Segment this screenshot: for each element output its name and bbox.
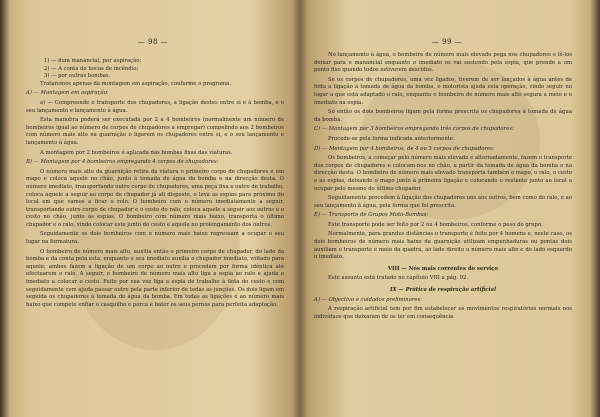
subheading: C) — Montagem por 3 bombeiros empregando três corpos de chupadores: <box>314 126 514 133</box>
paragraph: Procede-se pela forma indicada anteriormente. <box>328 135 455 142</box>
paragraph: Seguidamente procedem à ligação dos chupadores uns aos outros, bem como do ralo, e ao seu lançamento à água, pela forma que foi prescrita. <box>314 195 572 209</box>
paragraph: Só então os dois bombeiros ligam pela forma prescrita os chupadores à tomada de água da bomba. <box>314 109 572 123</box>
paragraph: Os bombeiros, a começar pelo número mais elevado e alternadamente, fazem o transporte dos corpos de chupadores e colocam-nos no chão, a partir da tomada de água da bomba e na direcção desta. O bombeiro de número mais elevado transporta também o mapo, o ralo, o cesto e as espias, deixando o mapo junto à primeira ligação e colocando o restante junto ao local a ocupar pelo mesmo do último chupador. <box>314 155 572 192</box>
subheading: B) — Montagem por 4 bombeiros empregando 4 corpos de chupadores: <box>26 159 219 166</box>
subheading: E) — Transporte de Grupos Moto-Bombas: <box>314 212 429 219</box>
right-page-text <box>314 52 572 323</box>
page-number-left: — 98 — <box>137 38 169 46</box>
paragraph: Normalmente, para grandes distâncias o transporte é feito por 4 homens e, neste caso, os dois bombeiros de número mais baixo da guarnição utilizam empunhaduras ou pontas dois auxiliam o transporte e meio da quadra, ao lado direito o número mais alto e do lado esquerdo o imediato. <box>314 231 572 261</box>
list-item: 2) — A conta de bocas de incêndio; <box>44 65 139 72</box>
subheading: A) — Objectivo e cuidados preliminares: <box>314 296 423 303</box>
paragraph: Seguidamente os dois bombeiros com o número mais baixo regressam a ocupar o seu lugar na formatura. <box>26 231 284 246</box>
paragraph: Este transporte pode ser feito por 2 ou 4 bombeiros, conforme o peso do grupo. <box>328 221 543 228</box>
paragraph: Esta manobra poderá ser executada por 2 a 4 bombeiros (normalmente um número de bombeiros igual ao número de corpos de chupadores a empregar) compelindo aos 2 bombeiros com número mais alto na guarnição o ligarem os chupadores entre si, e o seu lançamento e lançamento à água. <box>26 117 284 146</box>
section-heading: IX — Prática de respiração artificial <box>390 287 496 294</box>
paragraph: O bombeiro de número mais alto, auxilia então o primeiro corpo de chupador, do lado da bomba e da conta pela esta, enquanto o seu imediato auxilia o chupador imediato, voltado para aquele; ambos fazem a ligação de um corpo ao outro e procedem por forma idêntica até efectuarem o ralo. A seguir, o bombeiro de número mais alto liga a espia ao ralo e ajuda o imediato a colocar o cesto. Feito por sua vez liga a espia de trabalho à ilota do cesto e com seguidamente com ajuda passar outro pela parte inferior de todas as junções. Os dois ligam em seguida os chupadores à tomada de água da bomba. Em todas as ligações é ao número mais baixo que compete enfiar o casquilho e porca e bater os seus pernos para perfeita adaptação. <box>26 248 284 308</box>
paragraph: A respiração artificial tem por fim estabelecer os movimentos respiratórios normais nos indivíduos que deixaram de os ter em consequência <box>314 306 572 320</box>
right-page <box>306 0 588 417</box>
paragraph: No lançamento à água, o bombeiro de número mais elevado pega nos chupadores e lê-los deixar para o manancial enquanto o imediato os vai sustendo pela espia, que prende a um ponto fixo quando todos estiverem descidos. <box>314 52 572 74</box>
paragraph: Se os corpos de chupadores, uma vez ligados, tiverem de ser lançados à água antes de feita a ligação à tomada de água da bomba, o motorista ajuda esta operação, vindo seguir no lugar a que está adaptado o ralo, enquanto o bombeiro de número mais alto segura a meio e o imediato na espia. <box>314 76 572 106</box>
list-item: 1) — dum manancial, por aspiração; <box>44 58 142 64</box>
paragraph: a) — Compreende o transporte dos chupadores, a ligação destes entre si e à bomba, e o seu lançamento e lançamento à água. <box>26 99 284 114</box>
paragraph: O número mais alto da guarnição retira da viatura o primeiro corpo de chupadores e um mapo e coloca aquele no chão, junto à tomada de água da bomba e na direcção desta. O número imediato, transportando outro corpo de chupadores, uma peça fixa e outro de trabalho, coloca aquele a seguir ao corpo de chupador já ali disposto, o leva as espias para próximo do local em que vamos a ficar o rolo. O bombeiro com o número imediatamente a seguir, transportando outro corpo de chupador e o cesto do ralo, coloca aquele a seguir aos outros e o cesto no chão, junto às espias. O bombeiro com número mais baixo, transporta o último chupador e o ralo, vindo colocar este junto do cesto e aquele no prolongamento dos outros. <box>26 168 284 228</box>
paragraph: A montagem por 2 bombeiros é aplicada nas bombas fixas das viaturas. <box>40 149 233 156</box>
left-page-text <box>26 58 284 311</box>
left-page <box>12 0 294 417</box>
paragraph: Este assunto está tratado no capítulo VIII a pág. 92. <box>328 275 469 282</box>
subheading: A) — Montagem em aspiração: <box>26 90 109 97</box>
list-item: 3) — por outras bombas. <box>44 73 111 80</box>
page-number-right: — 99 — <box>431 38 463 46</box>
subheading: D) — Montagem por 4 bombeiros, de 4 ou 5 corpos de chupadores: <box>314 145 495 152</box>
section-heading: VIII — Nós mais correntes do serviço <box>388 265 498 272</box>
paragraph: Trataremos apenas da montagem em aspiração, conforme o programa. <box>40 80 232 87</box>
